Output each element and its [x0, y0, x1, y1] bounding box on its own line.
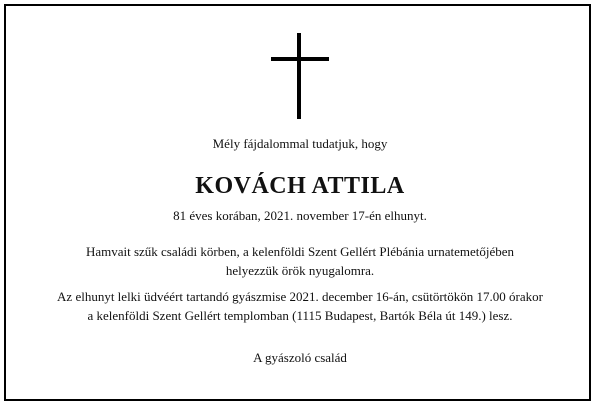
intro-text: Mély fájdalommal tudatjuk, hogy — [212, 136, 388, 151]
mass-text-line-1: Az elhunyt lelki üdvéért tartandó gyászmise 2021. december 16-án, csütörtökön 17.00 órakor — [57, 289, 543, 304]
cross-horizontal-bar — [271, 57, 329, 61]
burial-text-line-1: Hamvait szűk családi körben, a kelenföldi Szent Gellért Plébánia urnatemetőjében — [85, 244, 515, 259]
cross-vertical-bar — [297, 33, 301, 119]
age-and-date-text: 81 éves korában, 2021. november 17-én elhunyt. — [173, 208, 427, 223]
deceased-name: KOVÁCH ATTILA — [195, 173, 405, 199]
burial-text-line-2: helyezzük örök nyugalomra. — [225, 263, 375, 278]
mass-text-line-2: a kelenföldi Szent Gellért templomban (1115 Budapest, Bartók Béla út 149.) lesz. — [87, 308, 513, 323]
signature-text: A gyászoló család — [253, 350, 347, 365]
cross-icon — [271, 33, 329, 119]
